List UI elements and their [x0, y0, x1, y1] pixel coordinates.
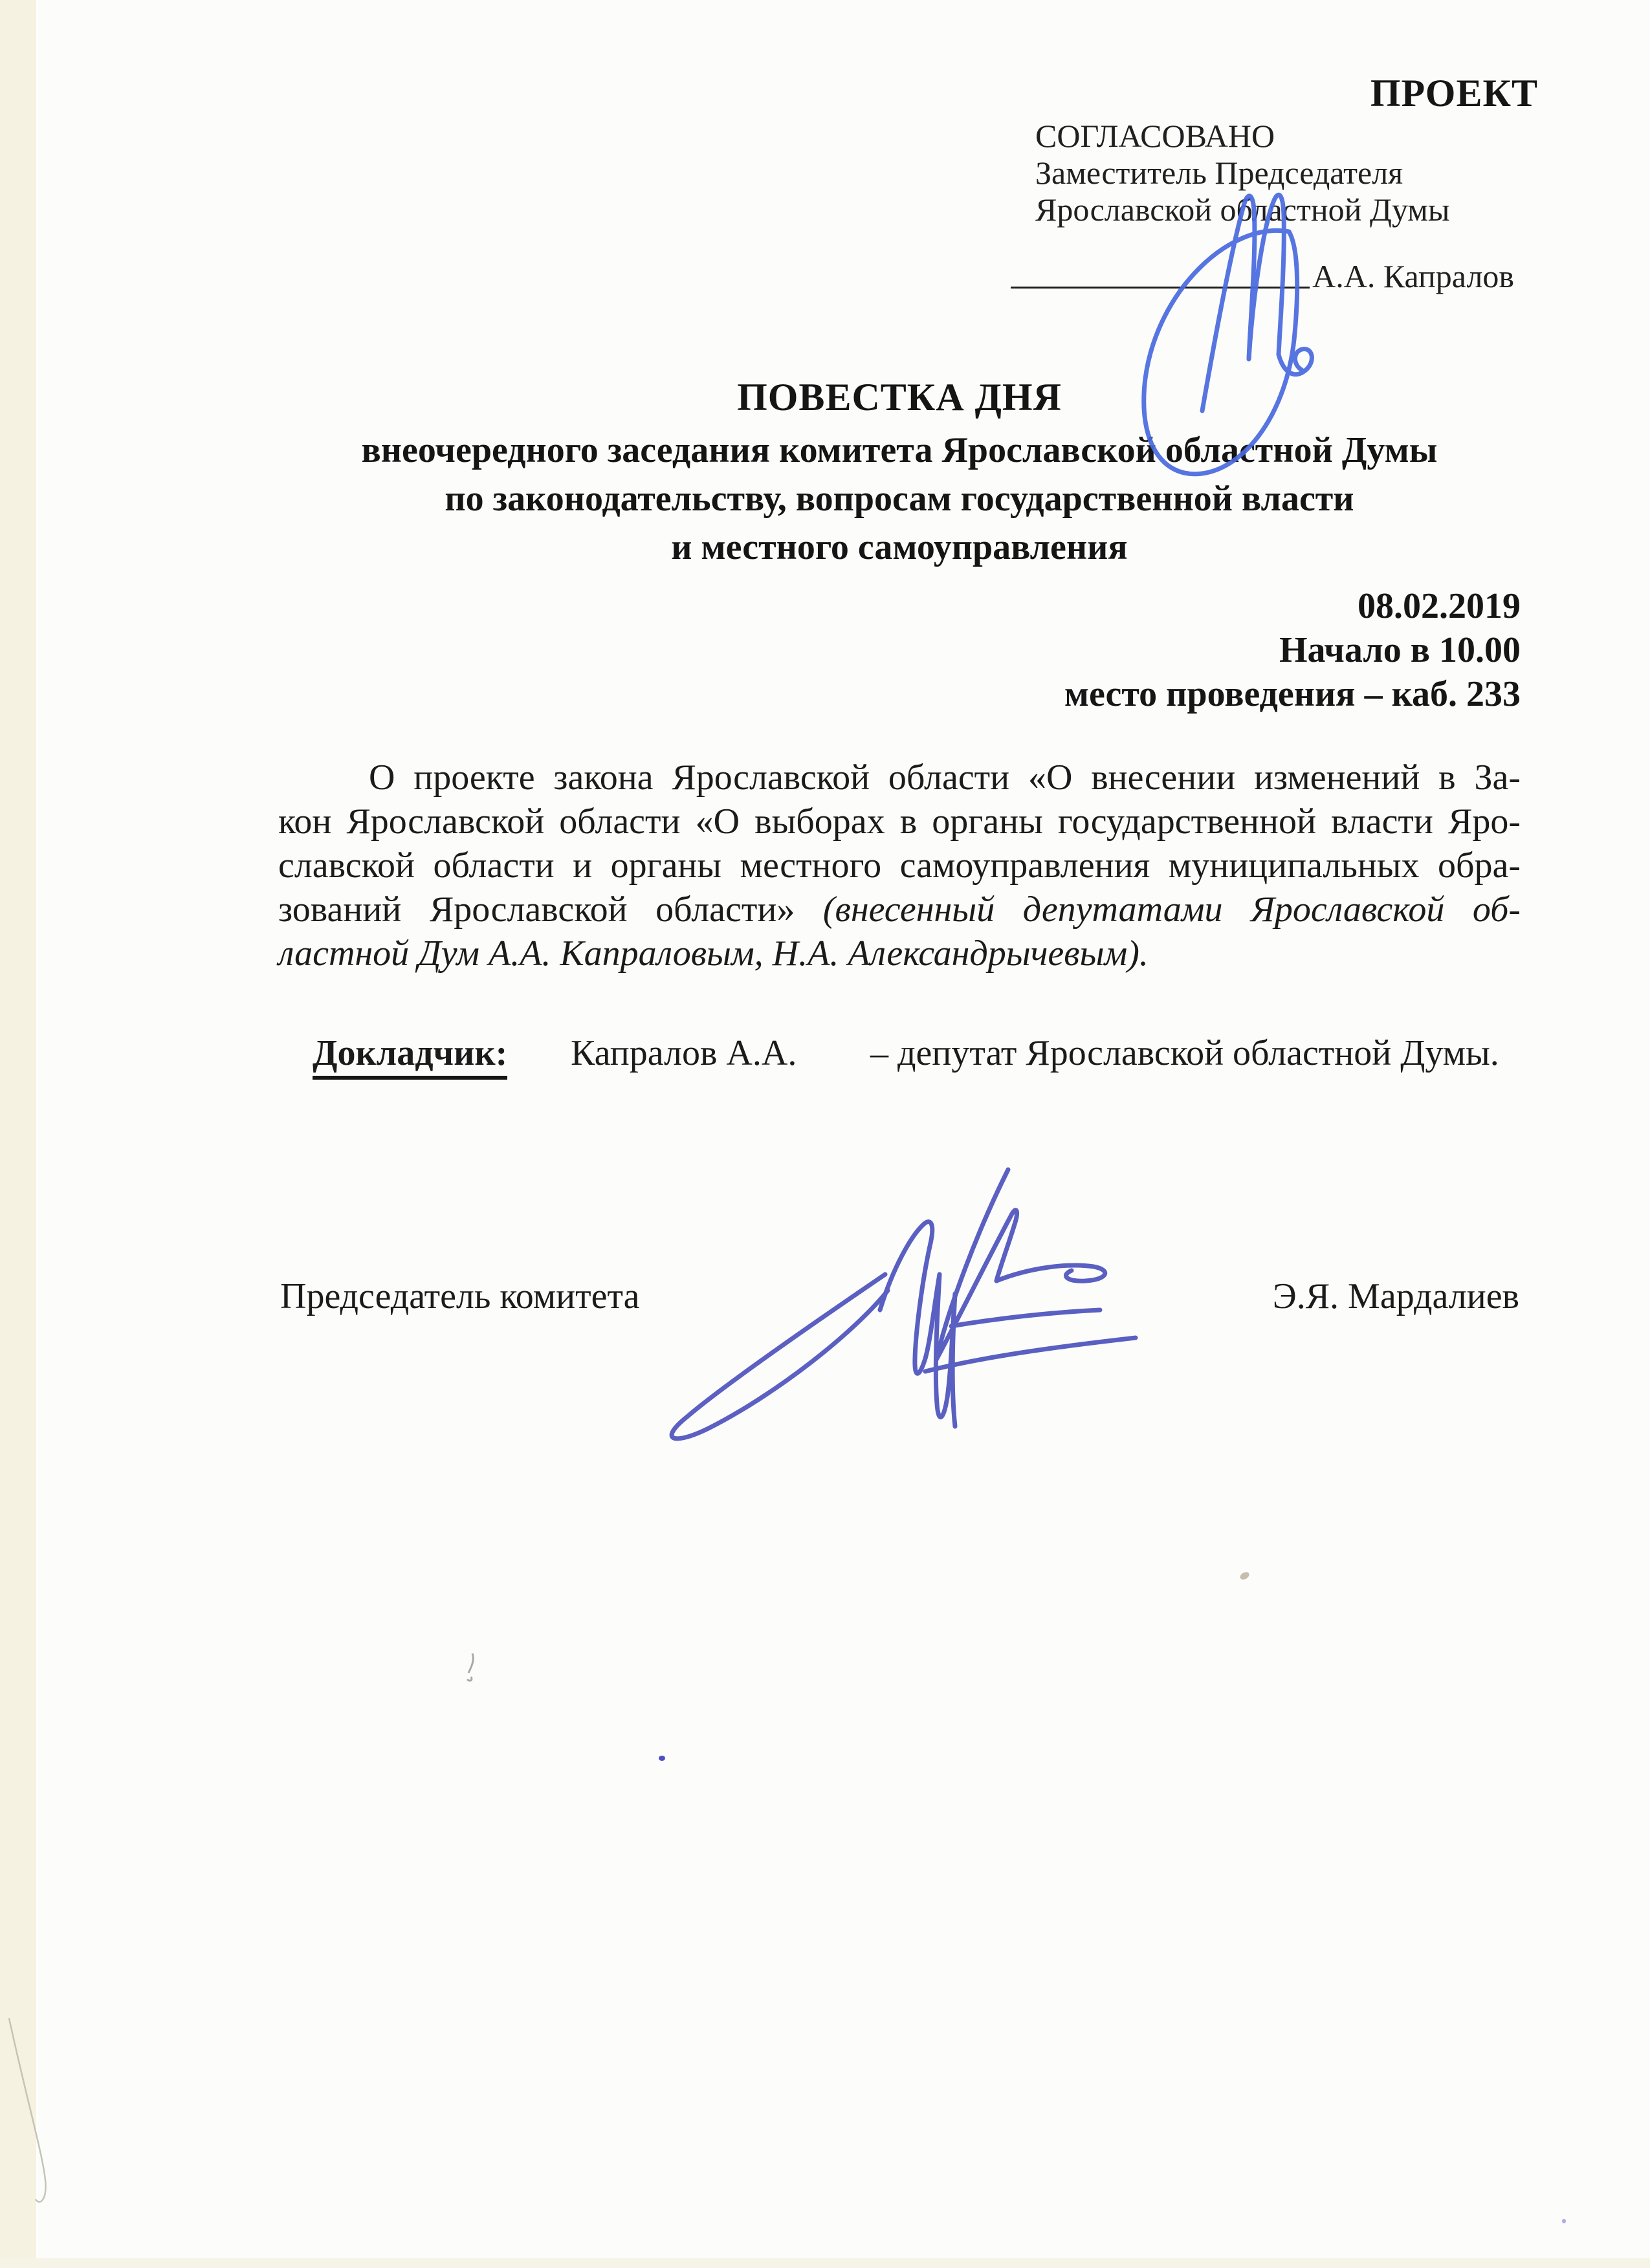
- scan-speck-purple: [1562, 2219, 1566, 2223]
- speaker-row: [0, 1032, 1650, 1091]
- paragraph-line: кон Ярославской области «О выборах в органы государственной власти Яро-: [278, 801, 1521, 842]
- project-label: ПРОЕКТ: [1370, 72, 1538, 114]
- speaker-label: Докладчик:: [313, 1032, 507, 1080]
- scan-hair-artifact: [0, 2005, 78, 2264]
- chairman-signature: [647, 1164, 1145, 1443]
- paragraph-line: ластной Дум А.А. Капраловым, Н.А. Александрычевым).: [278, 933, 1149, 974]
- title-subtitle-line3: и местного самоуправления: [671, 527, 1128, 567]
- paragraph-line: зований Ярославской области» (внесенный депутатами Ярославской об-: [278, 889, 1521, 930]
- speaker-role: – депутат Ярославской областной Думы.: [870, 1033, 1499, 1073]
- speaker-name: Капралов А.А.: [571, 1033, 797, 1073]
- paragraph-line: О проекте закона Ярославской области «О внесении изменений в За-: [369, 758, 1521, 798]
- meta-block: [278, 584, 1521, 716]
- scan-speck-grey: [465, 1651, 480, 1687]
- approval-position-line2: Ярославской областной Думы: [1035, 191, 1450, 228]
- title-subtitle-line1: внеочередного заседания комитета Ярославской областной Думы: [361, 430, 1438, 470]
- approval-position-line1: Заместитель Председателя: [1035, 155, 1403, 191]
- meeting-place: место проведения – каб. 233: [1064, 674, 1521, 714]
- meeting-date: 08.02.2019: [1358, 586, 1521, 626]
- chairman-name: Э.Я. Мардалиев: [1272, 1276, 1519, 1316]
- approval-agreed-label: СОГЛАСОВАНО: [1035, 118, 1275, 154]
- paragraph-line: славской области и органы местного самоуправления муниципальных обра-: [278, 845, 1521, 886]
- title-subtitle-line2: по законодательству, вопросам государственной власти: [445, 479, 1354, 519]
- scan-edge-left: [0, 0, 38, 2268]
- meeting-time: Начало в 10.00: [1279, 630, 1521, 670]
- chairman-position-label: Председатель комитета: [280, 1276, 640, 1316]
- approver-signature: [1126, 188, 1359, 485]
- agenda-item-paragraph: [278, 756, 1521, 976]
- approver-name: А.А. Капралов: [1312, 258, 1514, 294]
- document-title: ПОВЕСТКА ДНЯ: [737, 376, 1062, 419]
- scan-edge-bottom: [0, 2258, 1650, 2268]
- scan-speck-tan: [1239, 1571, 1251, 1581]
- scan-speck-blue: [659, 1756, 665, 1761]
